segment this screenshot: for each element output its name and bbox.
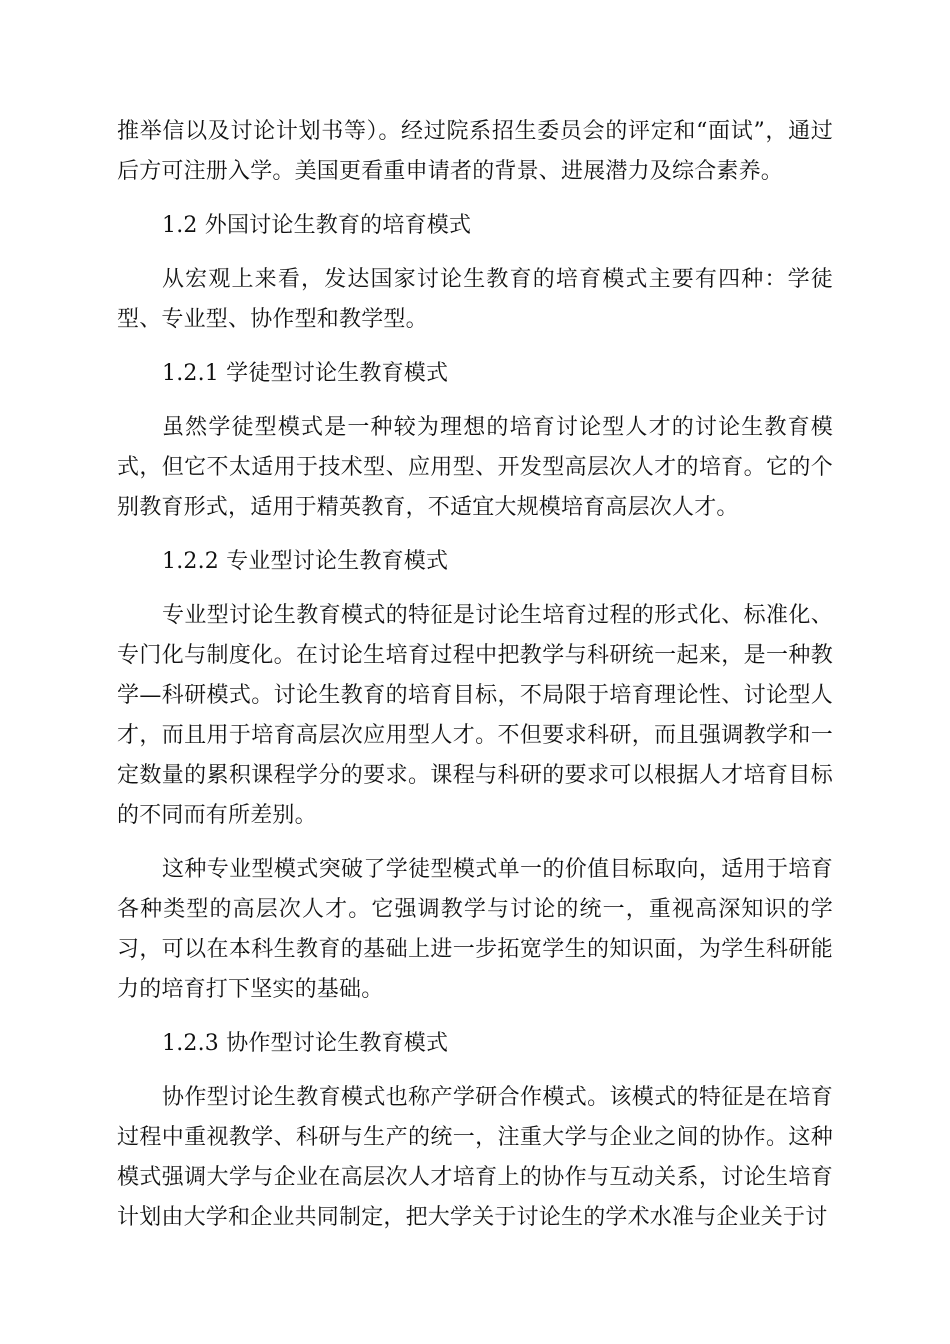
paragraph-professional-2: 这种专业型模式突破了学徒型模式单一的价值目标取向，适用于培育各种类型的高层次人才。它强调教学与讨论的统一，重视高深知识的学习，可以在本科生教育的基础上进一步拓宽学生的知识面，为学生科研能力的培育打下坚实的基础。	[117, 857, 833, 1002]
paragraph-professional: 专业型讨论生教育模式的特征是讨论生培育过程的形式化、标准化、专门化与制度化。在讨论生培育过程中把教学与科研统一起来，是一种教学—科研模式。讨论生教育的培育目标，不局限于培育理论性、讨论型人才，而且用于培育高层次应用型人才。不但要求科研，而且强调教学和一定数量的累积课程学分的要求。课程与科研的要求可以根据人才培育目标的不同而有所差别。	[117, 603, 833, 828]
document-body	[117, 112, 833, 1238]
heading-1-2-1: 1.2.1 学徒型讨论生教育模式	[162, 361, 449, 386]
paragraph-cooperative: 协作型讨论生教育模式也称产学研合作模式。该模式的特征是在培育过程中重视教学、科研与生产的统一，注重大学与企业之间的协作。这种模式强调大学与企业在高层次人才培育上的协作与互动关系，讨论生培育计划由大学和企业共同制定，把大学关于讨论生的学术水准与企业关于讨	[117, 1085, 833, 1230]
heading-1-2: 1.2 外国讨论生教育的培育模式	[162, 213, 472, 238]
paragraph-admission: 推举信以及讨论计划书等）。经过院系招生委员会的评定和“面试”，通过后方可注册入学。美国更看重申请者的背景、进展潜力及综合素养。	[117, 119, 833, 184]
heading-1-2-2: 1.2.2 专业型讨论生教育模式	[162, 549, 449, 574]
paragraph-apprentice: 虽然学徒型模式是一种较为理想的培育讨论型人才的讨论生教育模式，但它不太适用于技术型、应用型、开发型高层次人才的培育。它的个别教育形式，适用于精英教育，不适宜大规模培育高层次人才。	[117, 415, 833, 520]
heading-1-2-3: 1.2.3 协作型讨论生教育模式	[162, 1031, 449, 1056]
paragraph-overview: 从宏观上来看，发达国家讨论生教育的培育模式主要有四种：学徒型、专业型、协作型和教学型。	[117, 267, 833, 332]
